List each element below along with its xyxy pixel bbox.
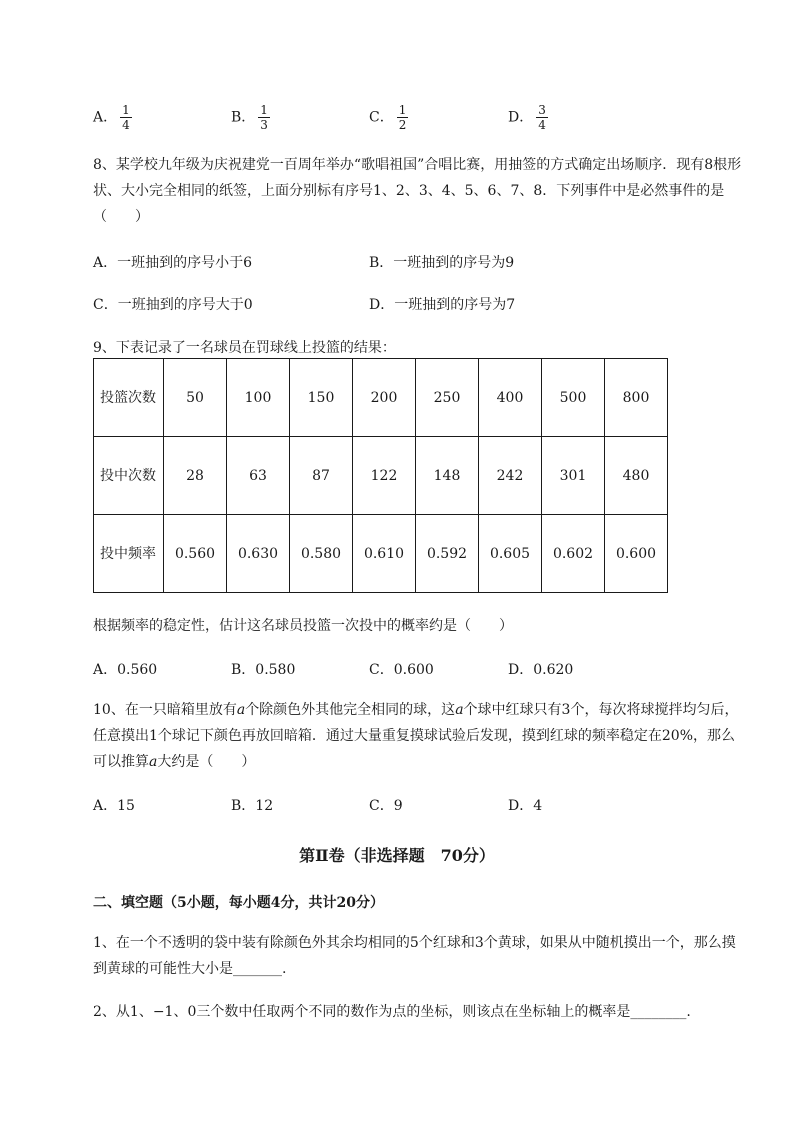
q7-option-c-fraction: $\frac{1}{2}$	[398, 103, 407, 132]
table-cell: 301	[542, 437, 605, 515]
table-cell: 0.602	[542, 515, 605, 593]
q7-option-c	[369, 103, 408, 132]
q8-option-d: D．一班抽到的序号为7	[369, 297, 516, 313]
table-cell: 0.610	[353, 515, 416, 593]
variable-a: a	[236, 702, 246, 718]
table-cell: 0.605	[479, 515, 542, 593]
table-cell: 0.600	[605, 515, 668, 593]
fill-question-1: 1、在一个不透明的袋中装有除颜色外其余均相同的5个红球和3个黄球，如果从中随机摸出一个，那么摸到黄球的可能性大小是_______.	[93, 935, 736, 977]
q9-table	[93, 358, 668, 593]
table-cell: 250	[416, 359, 479, 437]
table-row-shots	[94, 359, 668, 437]
variable-a: a	[149, 754, 158, 770]
q7-option-a	[93, 103, 132, 132]
table-cell: 800	[605, 359, 668, 437]
table-cell: 0.630	[227, 515, 290, 593]
q8-option-c: C．一班抽到的序号大于0	[93, 297, 253, 313]
q7-option-d	[508, 103, 548, 132]
table-cell: 500	[542, 359, 605, 437]
q10-option-a: A．15	[93, 798, 135, 814]
table-row-frequency	[94, 515, 668, 593]
table-cell: 0.592	[416, 515, 479, 593]
table-row-hits	[94, 437, 668, 515]
q10-option-b: B．12	[231, 798, 274, 814]
table-cell: 0.580	[290, 515, 353, 593]
table-cell: 50	[164, 359, 227, 437]
table-cell: 100	[227, 359, 290, 437]
q9-option-c: C．0.600	[369, 662, 434, 678]
q7-option-b-fraction: $\frac{1}{3}$	[260, 103, 268, 132]
part2-title: 第Ⅱ卷（非选择题 70分）	[299, 846, 495, 865]
table-cell: 400	[479, 359, 542, 437]
table-cell: 480	[605, 437, 668, 515]
table-cell: 200	[353, 359, 416, 437]
q7-option-a-fraction: $\frac{1}{4}$	[122, 103, 130, 132]
q9-option-a: A．0.560	[93, 662, 158, 678]
q7-option-a-label: A．	[93, 109, 118, 126]
q7-option-b-label: B．	[231, 109, 256, 126]
row-header-frequency: 投中频率	[94, 515, 164, 593]
row-header-hits: 投中次数	[94, 437, 164, 515]
section2-title: 二、填空题（5小题，每小题4分，共计20分）	[93, 895, 384, 911]
q9-stem: 9、下表记录了一名球员在罚球线上投篮的结果：	[93, 340, 396, 356]
table-cell: 150	[290, 359, 353, 437]
table-cell: 148	[416, 437, 479, 515]
variable-a: a	[455, 702, 464, 718]
q10-option-c: C．9	[369, 798, 403, 814]
table-cell: 63	[227, 437, 290, 515]
q7-option-d-label: D．	[508, 109, 534, 126]
q10-stem: 10、在一只暗箱里放有a个除颜色外其他完全相同的球，这a个球中红球只有3个，每次将球搅拌均匀后，任意摸出1个球记下颜色再放回暗箱．通过大量重复摸球试验后发现，摸到红球的频率稳定在20%，那么可以推算a大约是（ ）	[93, 702, 739, 770]
q8-option-b: B．一班抽到的序号为9	[369, 255, 515, 271]
q7-option-c-label: C．	[369, 109, 394, 126]
table-cell: 242	[479, 437, 542, 515]
q10-option-d: D．4	[508, 798, 543, 814]
table-cell: 0.560	[164, 515, 227, 593]
q8-stem: 8、某学校九年级为庆祝建党一百周年举办“歌唱祖国”合唱比赛，用抽签的方式确定出场顺序．现有8根形状、大小完全相同的纸签，上面分别标有序号1、2、3、4、5、6、7、8．下列事件中是必然事件的是（ ）	[93, 157, 742, 225]
table-cell: 28	[164, 437, 227, 515]
q7-option-b	[231, 103, 270, 132]
q9-option-b: B．0.580	[231, 662, 296, 678]
q7-option-d-fraction: $\frac{3}{4}$	[538, 103, 546, 132]
table-cell: 87	[290, 437, 353, 515]
q8-option-a: A．一班抽到的序号小于6	[93, 255, 253, 271]
row-header-shots: 投篮次数	[94, 359, 164, 437]
q9-question: 根据频率的稳定性，估计这名球员投篮一次投中的概率约是（ ）	[93, 618, 513, 634]
fill-question-2: 2、从1、−1、0三个数中任取两个不同的数作为点的坐标，则该点在坐标轴上的概率是________.	[93, 1004, 691, 1020]
table-cell: 122	[353, 437, 416, 515]
q9-option-d: D．0.620	[508, 662, 574, 678]
